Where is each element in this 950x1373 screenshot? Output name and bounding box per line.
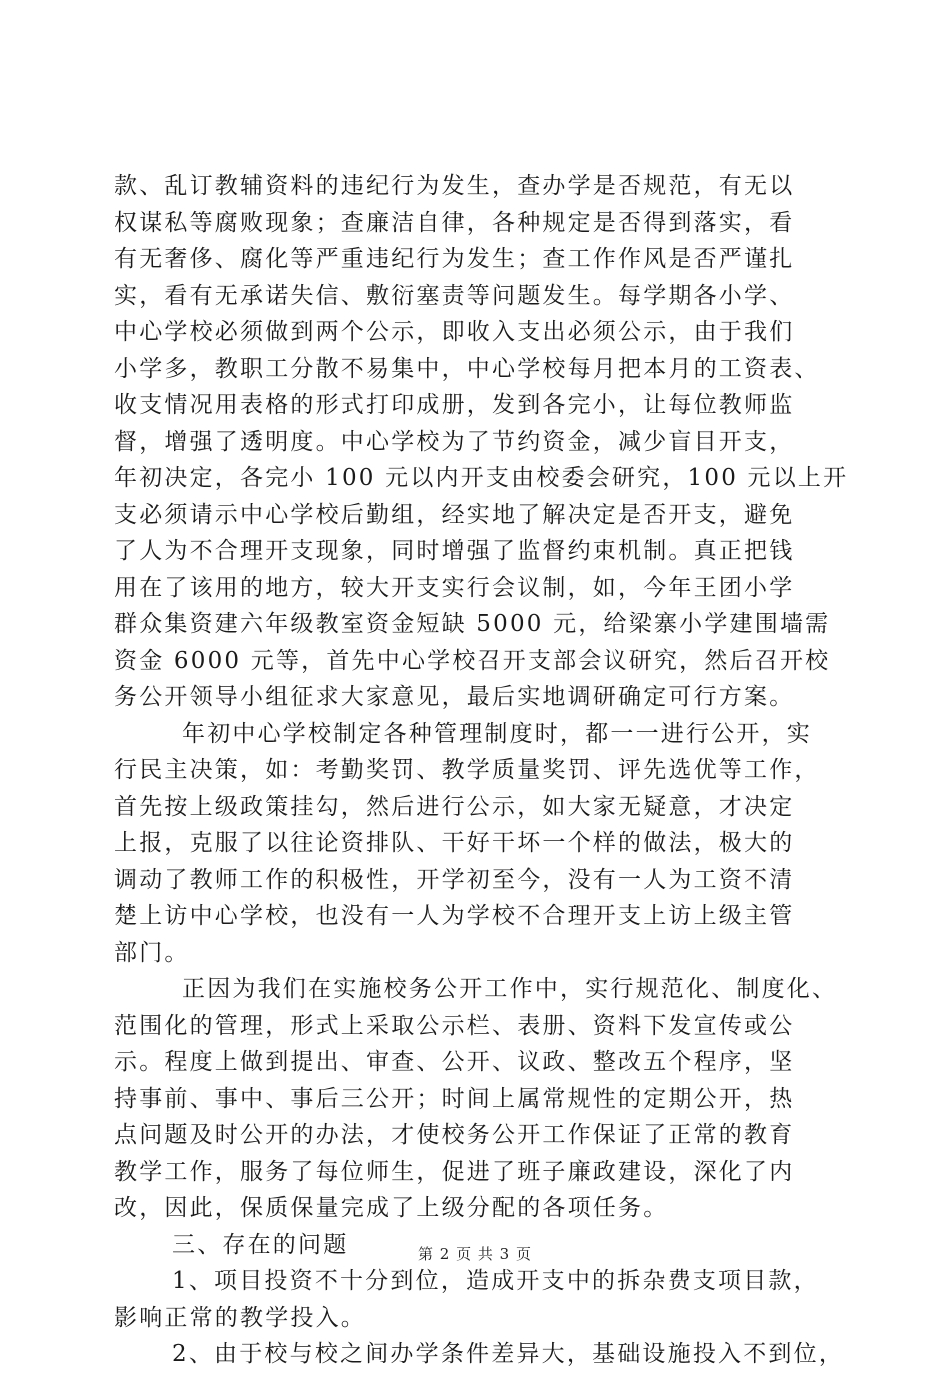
text-line: 首先按上级政策挂勾，然后进行公示，如大家无疑意，才决定 — [114, 793, 795, 820]
paragraph-start-line: 2、由于校与校之间办学条件差异大，基础设施投入不到位， — [172, 1341, 845, 1367]
text-line: 点问题及时公开的办法，才使校务公开工作保证了正常的教育 — [114, 1122, 795, 1148]
text-line: 影响正常的教学投入。 — [114, 1304, 366, 1331]
text-line: 改，因此，保质保量完成了上级分配的各项任务。 — [114, 1195, 669, 1221]
text-line: 上报，克服了以往论资排队、干好干坏一个样的做法，极大的 — [114, 830, 795, 856]
text-line: 示。程度上做到提出、审查、公开、议政、整改五个程序，坚 — [114, 1049, 795, 1075]
text-line: 支必须请示中心学校后勤组，经实地了解决定是否开支，避免 — [114, 501, 795, 528]
paragraph-start-line: 正因为我们在实施校务公开工作中，实行规范化、制度化、 — [182, 976, 838, 1002]
text-line: 楚上访中心学校，也没有一人为学校不合理开支上访上级主管 — [114, 903, 795, 929]
text-line: 权谋私等腐败现象；查廉洁自律，各种规定是否得到落实，看 — [114, 209, 795, 236]
text-line: 小学多，教职工分散不易集中，中心学校每月把本月的工资表、 — [114, 355, 820, 382]
document-body — [114, 168, 849, 1373]
text-line: 实，看有无承诺失信、敷衍塞责等问题发生。每学期各小学、 — [114, 282, 795, 309]
text-line: 资金 6000 元等，首先中心学校召开支部会议研究，然后召开校 — [114, 647, 831, 674]
text-line: 收支情况用表格的形式打印成册，发到各完小，让每位教师监 — [114, 392, 795, 418]
text-line: 款、乱订教辅资料的违纪行为发生，查办学是否规范，有无以 — [114, 173, 795, 199]
text-line: 群众集资建六年级教室资金短缺 5000 元，给梁寨小学建围墙需 — [114, 611, 831, 637]
text-line: 督，增强了透明度。中心学校为了节约资金，减少盲目开支， — [114, 428, 795, 455]
text-line: 务公开领导小组征求大家意见，最后实地调研确定可行方案。 — [114, 684, 795, 710]
text-line: 调动了教师工作的积极性，开学初至今，没有一人为工资不清 — [114, 866, 795, 893]
text-line: 有无奢侈、腐化等严重违纪行为发生；查工作作风是否严谨扎 — [114, 246, 795, 272]
text-line: 中心学校必须做到两个公示，即收入支出必须公示，由于我们 — [114, 319, 795, 345]
text-line: 部门。 — [114, 939, 190, 966]
text-line: 行民主决策，如：考勤奖罚、教学质量奖罚、评先选优等工作， — [114, 757, 820, 783]
text-line: 年初决定，各完小 100 元以内开支由校委会研究，100 元以上开 — [114, 465, 849, 491]
text-line: 持事前、事中、事后三公开；时间上属常规性的定期公开，热 — [114, 1085, 795, 1112]
text-line: 用在了该用的地方，较大开支实行会议制，如，今年王团小学 — [114, 574, 795, 601]
text-line: 了人为不合理开支现象，同时增强了监督约束机制。真正把钱 — [114, 538, 795, 564]
paragraph-start-line: 年初中心学校制定各种管理制度时，都一一进行公开，实 — [182, 720, 812, 747]
section-heading: 三、存在的问题 — [172, 1231, 349, 1258]
page-number-footer: 第 2 页 共 3 页 — [418, 1245, 532, 1263]
text-line: 教学工作，服务了每位师生，促进了班子廉政建设，深化了内 — [114, 1158, 795, 1185]
paragraph-start-line: 1、项目投资不十分到位，造成开支中的拆杂费支项目款， — [172, 1268, 819, 1294]
text-line: 范围化的管理，形式上采取公示栏、表册、资料下发宣传或公 — [114, 1012, 795, 1039]
